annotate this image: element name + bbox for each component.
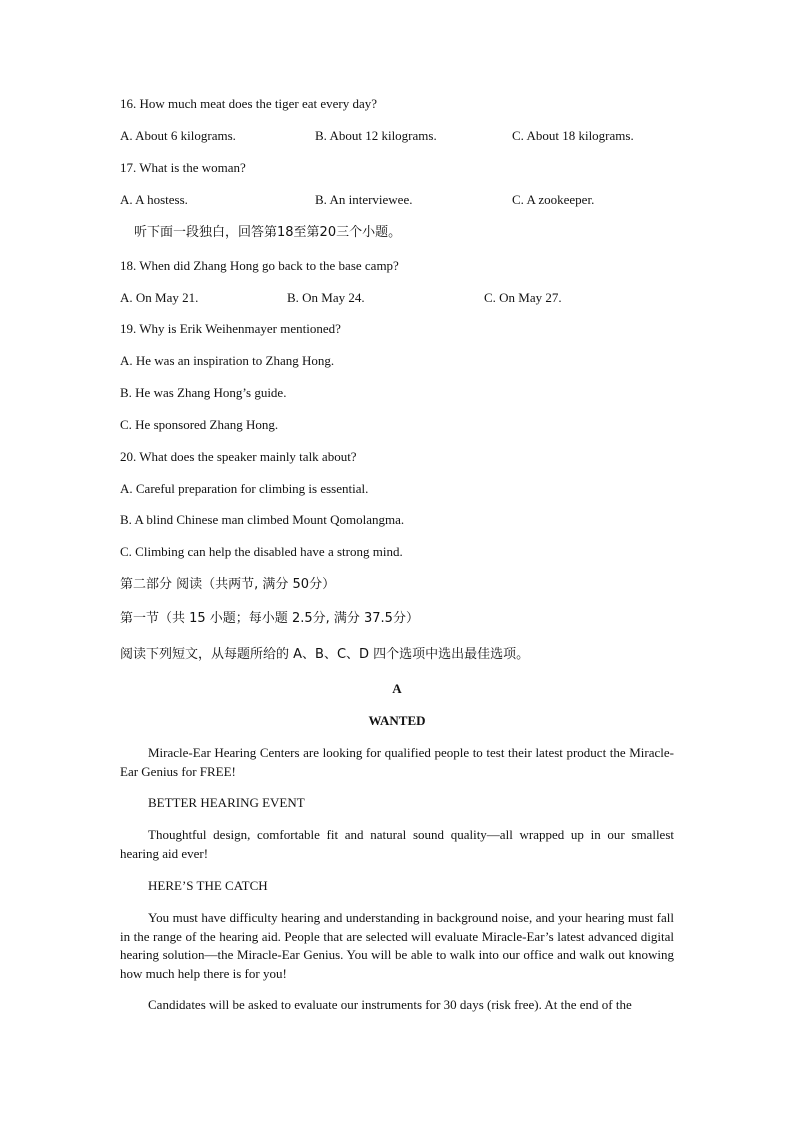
question-17: 17. What is the woman? [120, 160, 246, 175]
q20-option-a: A. Careful preparation for climbing is essential. [120, 481, 369, 496]
q19-option-b: B. He was Zhang Hong’s guide. [120, 385, 287, 400]
monologue-instruction: 听下面一段独白，回答第18至第20三个小题。 [134, 225, 402, 240]
q20-option-b: B. A blind Chinese man climbed Mount Qomolangma. [120, 512, 405, 527]
section1-title: 第一节（共 15 小题；每小题 2.5分, 满分 37.5分） [120, 611, 419, 626]
q17-option-c: C. A zookeeper. [512, 192, 595, 207]
passage-heading-1: BETTER HEARING EVENT [148, 795, 305, 810]
q16-option-a: A. About 6 kilograms. [120, 128, 236, 143]
passage-title: WANTED [368, 713, 426, 728]
passage-paragraph-2: Thoughtful design, comfortable fit and natural sound quality—all wrapped up in our smallest hearing aid ever! [120, 827, 674, 861]
passage-paragraph-3: You must have difficulty hearing and understanding in background noise, and your hearing must fall in the range of the hearing aid. People that are selected will evaluate Miracle-Ear’s latest advanced digital hearing solution—the Miracle-Ear Genius. You will be able to walk into our office and walk out knowing how much help there is for you! [120, 910, 674, 981]
q18-option-a: A. On May 21. [120, 290, 199, 305]
part2-title: 第二部分 阅读（共两节, 满分 50分） [120, 577, 336, 592]
passage-letter: A [392, 681, 402, 696]
q18-option-b: B. On May 24. [287, 290, 365, 305]
passage-heading-2: HERE’S THE CATCH [148, 878, 268, 893]
passage-paragraph-4: Candidates will be asked to evaluate our instruments for 30 days (risk free). At the end of the [148, 997, 632, 1012]
q20-option-c: C. Climbing can help the disabled have a strong mind. [120, 544, 403, 559]
question-20: 20. What does the speaker mainly talk about? [120, 449, 357, 464]
question-19: 19. Why is Erik Weihenmayer mentioned? [120, 321, 341, 336]
q16-option-b: B. About 12 kilograms. [315, 128, 437, 143]
question-18: 18. When did Zhang Hong go back to the base camp? [120, 258, 399, 273]
question-16: 16. How much meat does the tiger eat every day? [120, 96, 378, 111]
passage-paragraph-1: Miracle-Ear Hearing Centers are looking for qualified people to test their latest product the Miracle-Ear Genius for FREE! [120, 745, 674, 779]
q18-option-c: C. On May 27. [484, 290, 562, 305]
q16-option-c: C. About 18 kilograms. [512, 128, 634, 143]
q19-option-c: C. He sponsored Zhang Hong. [120, 417, 279, 432]
reading-instruction: 阅读下列短文，从每题所给的 A、B、C、D 四个选项中选出最佳选项。 [120, 647, 530, 662]
q17-option-b: B. An interviewee. [315, 192, 413, 207]
q19-option-a: A. He was an inspiration to Zhang Hong. [120, 353, 335, 368]
q17-option-a: A. A hostess. [120, 192, 188, 207]
